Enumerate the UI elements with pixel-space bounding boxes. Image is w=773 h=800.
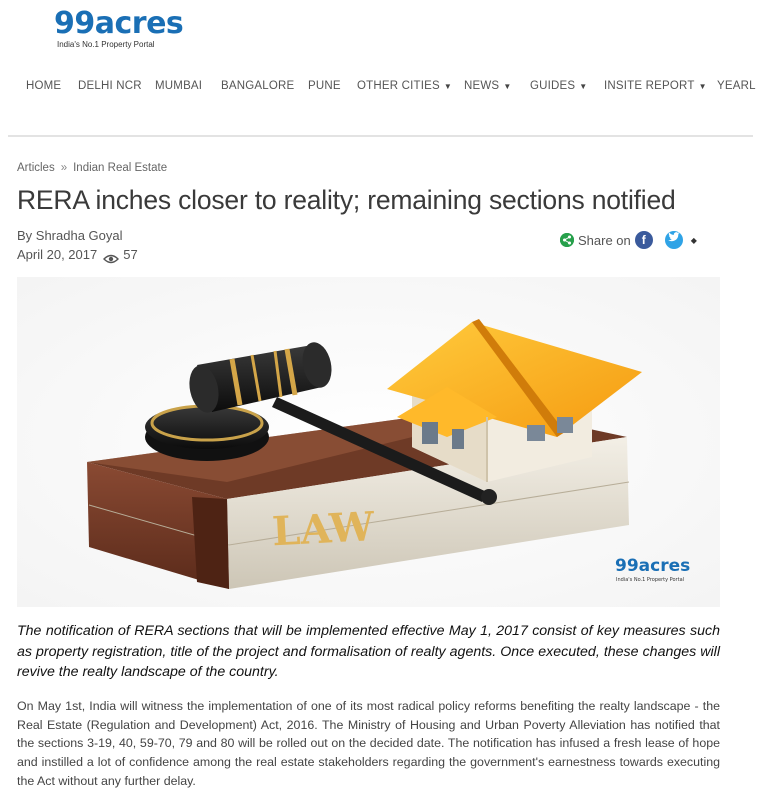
breadcrumb-articles[interactable]: Articles bbox=[17, 162, 55, 174]
main-nav bbox=[0, 80, 773, 96]
gavel-sound-block bbox=[145, 405, 269, 461]
author-name[interactable]: By Shradha Goyal bbox=[17, 228, 123, 243]
breadcrumb bbox=[17, 162, 167, 174]
caret-down-icon: ▼ bbox=[698, 82, 707, 91]
nav-item-guides[interactable]: GUIDES ▼ bbox=[530, 80, 588, 92]
nav-item-bangalore[interactable]: BANGALORE bbox=[221, 80, 295, 92]
nav-item-news[interactable]: NEWS ▼ bbox=[464, 80, 512, 92]
header-divider bbox=[8, 135, 753, 137]
logo-tagline: India's No.1 Property Portal bbox=[57, 40, 155, 49]
breadcrumb-separator: » bbox=[60, 162, 68, 174]
facebook-icon[interactable]: f bbox=[635, 231, 653, 249]
nav-item-other-cities[interactable]: OTHER CITIES ▼ bbox=[357, 80, 453, 92]
watermark-logo: 99acres bbox=[615, 556, 691, 576]
article-hero-image bbox=[17, 277, 720, 607]
nav-item-insite-report[interactable]: INSITE REPORT ▼ bbox=[604, 80, 707, 92]
caret-down-icon: ▼ bbox=[579, 82, 588, 91]
article-body: On May 1st, India will witness the implementation of one of its most radical policy reforms benefiting the realty landscape - the Real Estate (Regulation and Development) Act, 2016. The Ministry of Housing and Urban Poverty Alleviation has notified that the sections 3-19, 40, 59-70, 79 and 80 will be rolled out on the decided date. The notification has infused a fresh lease of hope and instilled a lot of confidence among the real estate stakeholders regarding the government's earnestness towards executing the Act without any further delay. bbox=[17, 699, 720, 788]
share-bar bbox=[560, 231, 697, 249]
share-label: Share on bbox=[578, 232, 631, 248]
page-title: RERA inches closer to reality; remaining sections notified bbox=[17, 185, 676, 215]
nav-item-pune[interactable]: PUNE bbox=[308, 80, 341, 92]
article-lede: The notification of RERA sections that will be implemented effective May 1, 2017 consist of key measures such as property registration, title of the project and formalisation of realty agents. Once executed, these changes will revive the realty landscape of the country. bbox=[17, 623, 720, 680]
watermark-tagline: India's No.1 Property Portal bbox=[616, 577, 685, 583]
article-byline bbox=[17, 226, 138, 264]
site-logo[interactable] bbox=[54, 8, 183, 50]
twitter-icon[interactable] bbox=[665, 231, 683, 249]
share-icon bbox=[560, 233, 574, 247]
book-label: LAW bbox=[270, 503, 376, 556]
eye-icon bbox=[103, 250, 119, 260]
nav-item-delhi-ncr[interactable]: DELHI NCR bbox=[78, 80, 142, 92]
nav-item-home[interactable]: HOME bbox=[26, 80, 62, 92]
more-share-icon[interactable]: ◆ bbox=[690, 235, 697, 245]
caret-down-icon: ▼ bbox=[443, 82, 453, 91]
publish-date: April 20, 2017 bbox=[17, 247, 98, 262]
logo-text: 99acres bbox=[54, 6, 184, 41]
nav-item-yearly[interactable]: YEARL bbox=[717, 80, 756, 92]
caret-down-icon: ▼ bbox=[503, 82, 512, 91]
view-count: 57 bbox=[123, 247, 138, 262]
nav-item-mumbai[interactable]: MUMBAI bbox=[155, 80, 203, 92]
breadcrumb-indian-real-estate[interactable]: Indian Real Estate bbox=[73, 162, 168, 174]
